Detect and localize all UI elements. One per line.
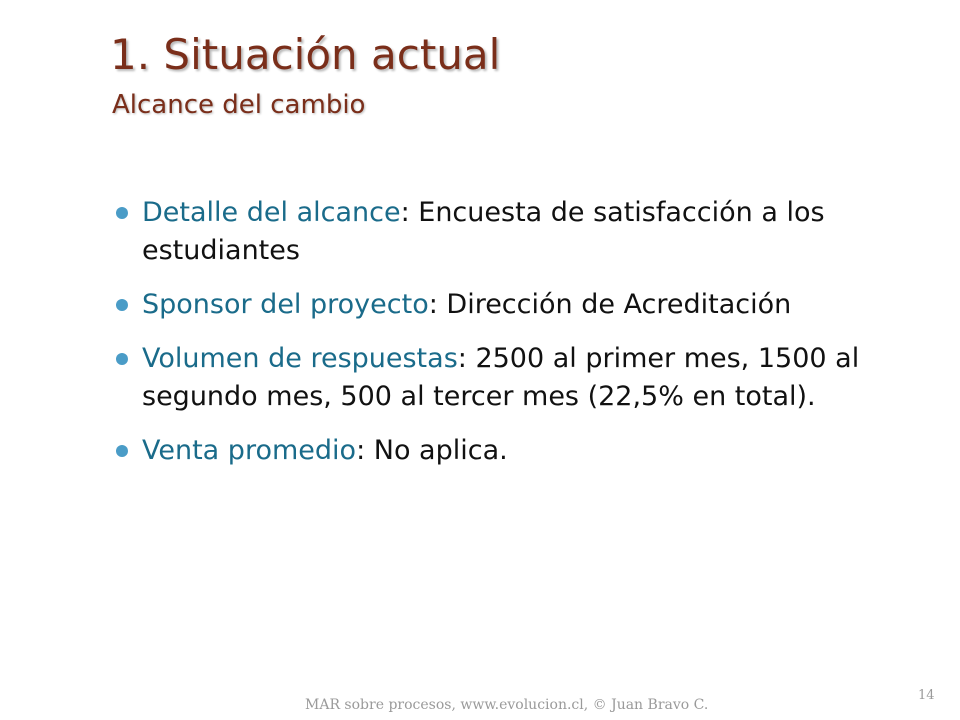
bullet-dot-icon [116, 445, 128, 457]
bullet-dot-icon [116, 353, 128, 365]
bullet-dot-icon [116, 207, 128, 219]
bullet-item-volumen [112, 340, 872, 416]
bullet-key: Venta promedio [142, 435, 357, 466]
bullet-text: : Dirección de Acreditación [428, 289, 792, 320]
page-number: 14 [918, 688, 935, 703]
bullet-text: : 2500 al primer mes, 1500 al segundo mes, 500 al tercer mes (22,5% en total). [142, 343, 860, 412]
bullet-dot-icon [116, 299, 128, 311]
bullet-key: Volumen de respuestas [142, 343, 458, 374]
bullet-text: : No aplica. [356, 435, 508, 466]
bullet-list [112, 194, 872, 486]
bullet-item-venta [112, 432, 872, 470]
bullet-key: Detalle del alcance [142, 197, 401, 228]
slide-title: 1. Situación actual [110, 30, 501, 79]
bullet-item-sponsor [112, 286, 872, 324]
bullet-item-alcance [112, 194, 872, 270]
bullet-key: Sponsor del proyecto [142, 289, 429, 320]
slide-subtitle: Alcance del cambio [112, 90, 366, 120]
bullet-text: : Encuesta de satisfacción a los estudiantes [142, 197, 825, 266]
slide-footer: MAR sobre procesos, www.evolucion.cl, © Juan Bravo C. [305, 697, 709, 713]
